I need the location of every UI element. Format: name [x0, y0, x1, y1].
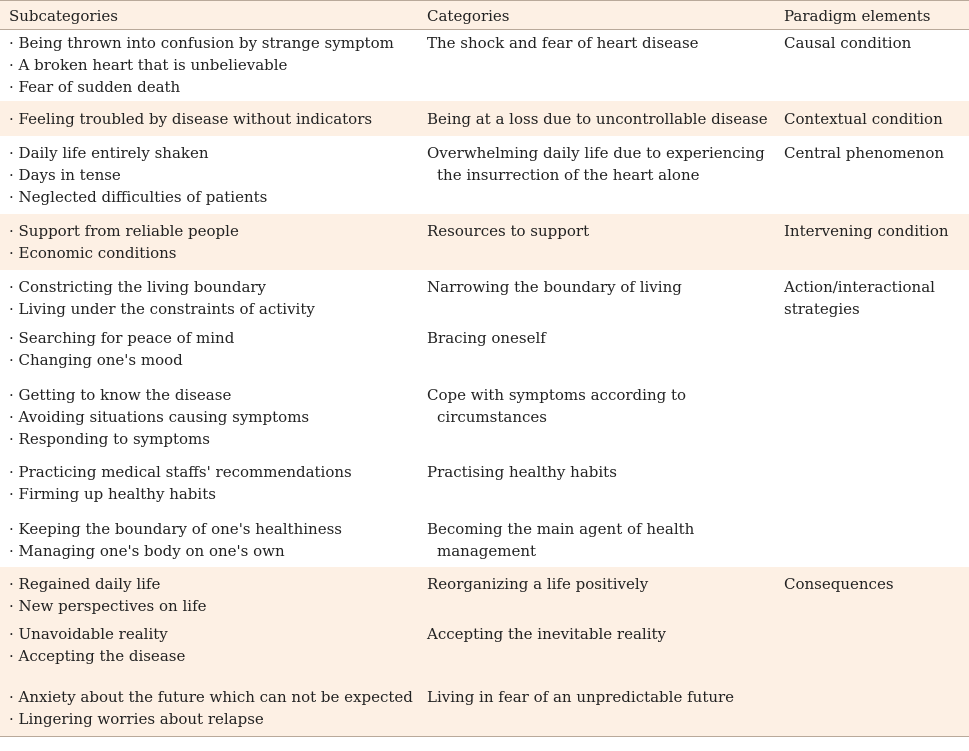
subcategory-cell — [0, 136, 418, 214]
subcategory-item: · Being thrown into confusion by strange symptom — [9, 34, 394, 52]
subcategory-item: · Daily life entirely shaken — [9, 144, 209, 162]
paradigm-cell — [775, 383, 969, 461]
subcategory-item: · Support from reliable people — [9, 222, 239, 240]
category-cell — [418, 461, 775, 517]
subcategory-cell — [0, 680, 418, 737]
subcategory-item: · Getting to know the disease — [9, 386, 232, 404]
paradigm-text: Intervening condition — [784, 222, 949, 240]
paradigm-cell — [775, 461, 969, 517]
category-text: Bracing oneself — [427, 329, 546, 347]
subcategory-cell — [0, 567, 418, 623]
subcategory-item: · Regained daily life — [9, 575, 161, 593]
paradigm-cell — [775, 623, 969, 680]
table-row — [0, 623, 969, 680]
paradigm-cell — [775, 327, 969, 383]
subcategory-cell — [0, 30, 418, 102]
category-text: Practising healthy habits — [427, 463, 617, 481]
subcategory-item: · Keeping the boundary of one's healthiness — [9, 520, 342, 538]
subcategory-item: · Unavoidable reality — [9, 625, 168, 643]
table-row — [0, 567, 969, 623]
category-cell — [418, 101, 775, 136]
subcategory-item: · Responding to symptoms — [9, 430, 210, 448]
category-cell — [418, 214, 775, 270]
paradigm-cell — [775, 680, 969, 737]
subcategory-item: · Lingering worries about relapse — [9, 710, 264, 728]
table-row — [0, 461, 969, 517]
header-row — [0, 1, 969, 30]
category-cell — [418, 680, 775, 737]
paradigm-text: Consequences — [784, 575, 894, 593]
subcategory-item: · Practicing medical staffs' recommendations — [9, 463, 352, 481]
category-text: Narrowing the boundary of living — [427, 278, 682, 296]
subcategory-item: · Accepting the disease — [9, 647, 186, 665]
table-row — [0, 30, 969, 102]
table-row — [0, 270, 969, 327]
category-text-continued: circumstances — [437, 408, 547, 426]
subcategory-item: · Feeling troubled by disease without indicators — [9, 110, 373, 128]
category-text: Living in fear of an unpredictable future — [427, 688, 735, 706]
paradigm-cell — [775, 136, 969, 214]
subcategory-item: · Anxiety about the future which can not be expected — [9, 688, 413, 706]
header-subcategories: Subcategories — [0, 1, 418, 30]
category-text: Being at a loss due to uncontrollable disease — [427, 110, 768, 128]
subcategory-item: · Days in tense — [9, 166, 121, 184]
category-cell — [418, 517, 775, 567]
subcategory-item: · Neglected difficulties of patients — [9, 188, 268, 206]
table-row — [0, 136, 969, 214]
paradigm-cell — [775, 567, 969, 623]
header-categories: Categories — [418, 1, 775, 30]
paradigm-text: Causal condition — [784, 34, 912, 52]
category-text: Becoming the main agent of health — [427, 520, 695, 538]
category-text-continued: management — [437, 542, 537, 560]
subcategory-cell — [0, 327, 418, 383]
subcategory-cell — [0, 270, 418, 327]
subcategory-cell — [0, 101, 418, 136]
paradigm-text-line: Action/interactional — [784, 278, 935, 296]
subcategory-item: · Fear of sudden death — [9, 78, 181, 96]
subcategory-cell — [0, 461, 418, 517]
category-text: Resources to support — [427, 222, 590, 240]
subcategory-item: · New perspectives on life — [9, 597, 207, 615]
subcategory-item: · Changing one's mood — [9, 351, 183, 369]
subcategory-item: · Constricting the living boundary — [9, 278, 267, 296]
subcategory-cell — [0, 517, 418, 567]
subcategory-item: · Firming up healthy habits — [9, 485, 216, 503]
paradigm-text: Central phenomenon — [784, 144, 945, 162]
category-cell — [418, 270, 775, 327]
category-text: The shock and fear of heart disease — [427, 34, 699, 52]
category-text: Accepting the inevitable reality — [427, 625, 667, 643]
category-cell — [418, 383, 775, 461]
paradigm-cell — [775, 270, 969, 327]
category-cell — [418, 623, 775, 680]
paradigm-text-line: strategies — [784, 300, 860, 318]
table-row — [0, 214, 969, 270]
table-row — [0, 517, 969, 567]
category-cell — [418, 567, 775, 623]
subcategory-item: · Searching for peace of mind — [9, 329, 235, 347]
category-text-continued: the insurrection of the heart alone — [437, 166, 700, 184]
subcategory-item: · Avoiding situations causing symptoms — [9, 408, 310, 426]
subcategory-item: · Managing one's body on one's own — [9, 542, 285, 560]
category-text: Cope with symptoms according to — [427, 386, 687, 404]
subcategory-cell — [0, 383, 418, 461]
subcategory-cell — [0, 214, 418, 270]
paradigm-cell — [775, 517, 969, 567]
table-row — [0, 383, 969, 461]
table-row — [0, 680, 969, 737]
category-text: Overwhelming daily life due to experiencing — [427, 144, 765, 162]
paradigm-cell — [775, 214, 969, 270]
header-paradigm-elements: Paradigm elements — [775, 1, 969, 30]
paradigm-cell — [775, 101, 969, 136]
category-cell — [418, 30, 775, 102]
paradigm-cell — [775, 30, 969, 102]
category-cell — [418, 136, 775, 214]
subcategory-cell — [0, 623, 418, 680]
paradigm-text: Contextual condition — [784, 110, 943, 128]
category-cell — [418, 327, 775, 383]
subcategory-item: · A broken heart that is unbelievable — [9, 56, 288, 74]
subcategory-item: · Economic conditions — [9, 244, 177, 262]
category-text: Reorganizing a life positively — [427, 575, 649, 593]
table-row — [0, 327, 969, 383]
subcategory-item: · Living under the constraints of activity — [9, 300, 315, 318]
table-row — [0, 101, 969, 136]
